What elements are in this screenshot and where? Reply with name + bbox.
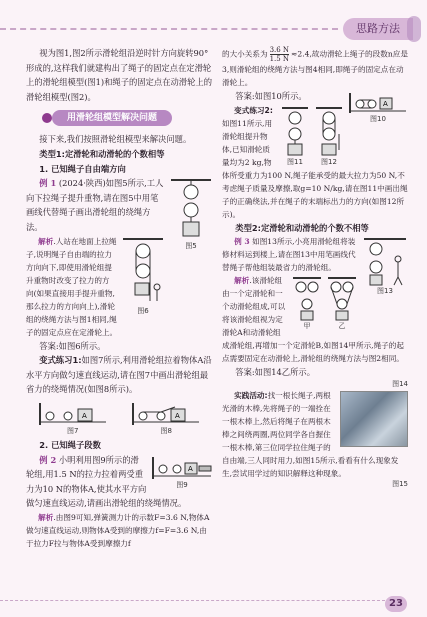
svg-text:A: A	[188, 464, 193, 473]
variant-2-label: 变式练习2:	[234, 105, 273, 115]
figure-6	[121, 237, 165, 316]
type1-heading: 类型1:定滑轮和动滑轮的个数相等	[39, 148, 165, 159]
left-column	[26, 46, 213, 550]
figure-11	[280, 106, 310, 167]
svg-text:A: A	[81, 411, 87, 420]
figure-9	[151, 455, 213, 490]
figure-10	[348, 91, 408, 124]
figure-14-jia-diagram	[291, 276, 323, 322]
subheading-2: 2. 已知绳子段数	[39, 439, 101, 450]
analysis-3-label: 解析	[234, 276, 250, 286]
figure-9-caption: 图9	[176, 480, 188, 489]
figure-14-jia	[291, 276, 323, 331]
figure-14	[291, 276, 358, 331]
section-dot	[42, 113, 52, 123]
right-column	[222, 46, 408, 489]
fraction	[270, 46, 289, 63]
example-1-text: (2024·陕西)如图5所示,工人向下拉绳子提升重物,请在图5中用笔画线代替绳子画出滑轮组的绕绳方法。	[26, 178, 164, 232]
activity-label: 实践活动:	[234, 390, 268, 400]
example-3-text: 如图13所示,小亮用滑轮组将装修材料运到楼上,请在图13中用笔画线代替绳子帮他组装最省力的滑轮组。	[222, 237, 356, 273]
variant-2-text: 如图11所示,用滑轮组提升物体,已知滑轮质量均为2 kg,物体所受重力为100 N,绳子能承受的最大拉力为50 N,不考虑绳子质量及摩擦,取g=10 N/kg,请在图11中画出绳子的正确绕法,并在绳子的末端标出力的方向(如图12所示)。	[222, 118, 408, 219]
figure-14-caption: 图14	[392, 379, 408, 388]
figure-7-diagram	[38, 401, 108, 427]
header-bar	[0, 0, 427, 40]
figure-8-caption: 图8	[160, 426, 172, 435]
tag-decoration	[407, 16, 421, 42]
figure-9-diagram	[151, 455, 213, 481]
analysis-label: 解析	[38, 236, 54, 246]
section-tag: 思路方法	[343, 18, 413, 40]
example-2-analysis	[26, 511, 213, 550]
figure-13-caption: 图13	[377, 287, 393, 296]
header-divider	[0, 28, 338, 30]
continuation-text-2: ≈2.4,故动滑轮上绳子的段数n应是3,则滑轮组的绕绳方法与图4相同,即绳子的固定点在动滑轮上。	[222, 49, 408, 87]
answer-14: 答案:如图14乙所示。	[235, 367, 315, 378]
figure-14-yi-diagram	[326, 276, 358, 322]
example-2-label: 例 2	[39, 454, 57, 465]
figure-11-diagram	[280, 106, 310, 158]
figure-8-diagram	[131, 401, 201, 427]
example-1-label: 例 1	[39, 178, 57, 189]
example-1-answer: 答案:如图6所示。	[39, 340, 106, 351]
figure-14-jia-caption: 甲	[303, 322, 311, 331]
figure-8	[131, 401, 201, 436]
figure-5-diagram	[169, 178, 213, 242]
lead-paragraph: 接下来,我们按照滑轮组模型来解决问题。	[39, 134, 192, 145]
variant-1-label: 变式练习1:	[39, 355, 82, 366]
figure-6-diagram	[121, 237, 165, 307]
figure-7	[38, 401, 108, 436]
figures-11-12	[280, 106, 344, 167]
analysis-2-label: 解析	[38, 512, 54, 522]
svg-text:A: A	[175, 411, 181, 420]
type2-heading: 类型2:定滑轮和动滑轮的个数不相等	[235, 222, 369, 233]
continuation-paragraph	[222, 46, 408, 89]
answer-10: 答案:如图10所示。	[235, 91, 307, 101]
intro-paragraph: 视为图1,图2所示滑轮组沿逆时针方向旋转90°形成的,这样我们就建构出了绳子的固定点在定滑轮上的滑轮组模型(图1)和绳子的固定点在动滑轮上的滑轮组模型(图2)。	[26, 48, 212, 102]
example-3-label: 例 3	[234, 237, 250, 247]
continuation-text-1: 的大小关系为	[222, 49, 268, 59]
figures-7-8	[26, 401, 213, 436]
figure-5-caption: 图5	[185, 242, 197, 251]
figure-15-caption: 图15	[392, 479, 408, 488]
figure-14-yi-caption: 乙	[338, 322, 346, 331]
subheading-1: 1. 已知绳子自由端方向	[39, 163, 126, 174]
analysis-3-text: .该滑轮组由一个定滑轮和一个动滑轮组成,可以将该滑轮组视为定滑轮A和动滑轮组成滑轮组,再增加一个定滑轮B,如图14甲所示,绳子的起点需要固定在动滑轮上,滑轮组的绕绳方法与图2相同。	[222, 276, 404, 364]
section-header	[42, 110, 213, 126]
figure-10-diagram	[348, 91, 408, 115]
example-2-text: 小明利用图9所示的滑轮组,用1.5 N的拉力拉着两受重力为10 N的物体A,使其水平方向做匀速直线运动,请画出滑轮组的绕绳情况。	[26, 454, 187, 509]
footer-divider	[0, 600, 385, 601]
figure-12	[314, 106, 344, 167]
figure-11-caption: 图11	[287, 157, 303, 166]
figure-12-caption: 图12	[321, 157, 337, 166]
analysis-text: .人站在地面上拉绳子,说明绳子自由端的拉力方向向下,即使用滑轮组提升重物时改变了拉力的方向(如果直接用手提升重物,那么拉力的方向向上),滑轮组的绕绳方法与图1相同,绳子的固定点应在定滑轮上。	[26, 236, 118, 337]
variant-1-text: 如图7所示,利用滑轮组拉着物体A沿水平方向做匀速直线运动,请在图7中画出滑轮组最省力的绕绳情况(如图8所示)。	[26, 355, 212, 395]
section-title: 用滑轮组模型解决问题	[52, 110, 172, 126]
svg-text:A: A	[383, 100, 388, 108]
fraction-numerator: 3.6 N	[269, 46, 290, 54]
figure-15-photo	[340, 391, 408, 447]
figure-13-diagram	[362, 237, 408, 287]
page-number: 23	[385, 596, 407, 612]
figure-13	[362, 237, 408, 296]
figure-12-diagram	[314, 106, 344, 158]
figure-10-caption: 图10	[370, 115, 386, 123]
figure-5	[169, 178, 213, 251]
fraction-denominator: 1.5 N	[269, 55, 290, 63]
variant-1	[26, 353, 213, 397]
analysis-2-text: .由图9可知,弹簧测力计的示数F=3.6 N,物体A做匀速直线运动,则物体A受到的摩擦力f=F=3.6 N,由于拉力F拉与物体A受到摩擦力f	[26, 512, 210, 548]
figure-14-yi	[326, 276, 358, 331]
figure-6-caption: 图6	[137, 306, 149, 315]
activity-text: 找一根长绳子,两根光滑的木棒,先将绳子的一端拴在一根木棒上,然后将绳子在两根木棒之间绕两圈,两位同学各自握住一根木棒,第三位同学拉住绳子的自由端,三人同时用力,如图15所示,看看有什么现象发生,尝试用学过的知识解释这种现象。	[222, 390, 399, 478]
figure-7-caption: 图7	[67, 426, 79, 435]
